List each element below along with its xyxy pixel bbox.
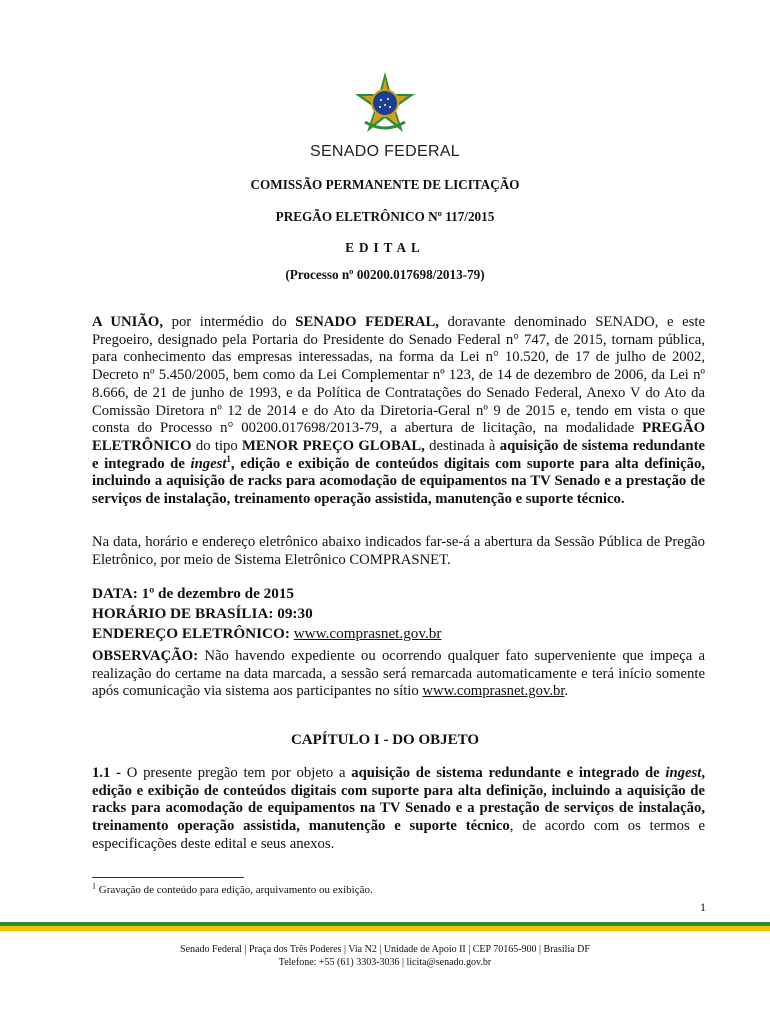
intro-text: doravante denominado SENADO, e este Pregoeiro, designado pela Portaria do Presidente do Senado Federal n° 747, de 2015, tornam pública, para conhecimento das empresas interessadas, na forma da Lei n° 10.520, de 17 de julho de 2002, Decreto nº 5.450/2005, bem como da Lei Complementar nº 123, de 14 de dezembro de 2006, da Lei nº 8.666, de 21 de junho de 1993, e da Política de Contratações do Senado Federal, Anexo V do Ato da Comissão Diretora nº 12 de 2014 e do Ato da Diretoria-Geral nº 9 de 2015 e, tendo em vista o que consta do Processo n° 00200.017698/2013-79, a abertura de licitação, na modalidade (92, 314, 705, 437)
organization-name: SENADO FEDERAL (309, 143, 460, 160)
comprasnet-link[interactable]: www.comprasnet.gov.br (293, 625, 442, 642)
schedule-block (92, 584, 705, 644)
intro-text: destinada à (424, 437, 500, 454)
chapter-title: CAPÍTULO I - DO OBJETO (290, 732, 480, 748)
auction-title: PREGÃO ELETRÔNICO Nº 117/2015 (275, 209, 495, 224)
commission-title: COMISSÃO PERMANENTE DE LICITAÇÃO (250, 177, 520, 192)
union-text: A UNIÃO, (92, 314, 164, 330)
footer-address: Senado Federal | Praça dos Três Poderes | Via N2 | Unidade de Apoio II | CEP 70165-900 | Brasília DF (180, 944, 590, 955)
clause-paragraph (92, 765, 705, 854)
observation-label: OBSERVAÇÃO: (92, 648, 199, 664)
address-label: ENDEREÇO ELETRÔNICO: (92, 625, 290, 642)
intro-paragraph (92, 314, 705, 509)
session-text: Na data, horário e endereço eletrônico abaixo indicados far-se-á a abertura da Sessão Pública de Pregão Eletrônico, por meio de Sistema Eletrônico COMPRASNET. (92, 534, 705, 568)
footnote-mark: 1 (92, 881, 96, 891)
comprasnet-link[interactable]: www.comprasnet.gov.br (422, 683, 565, 700)
date-text: DATA: 1º de dezembro de 2015 (92, 585, 295, 602)
observation-text: Não havendo expediente ou ocorrendo qualquer fato superveniente que impeça a realização do certame na data marcada, a sessão será remarcada automaticamente e terá início somente após comunicação via sistema aos participantes no sítio (92, 648, 705, 700)
ingest-text: ingest (190, 455, 227, 472)
edital-title: EDITAL (345, 240, 425, 255)
senado-text: SENADO FEDERAL, (295, 314, 439, 330)
session-paragraph (92, 534, 705, 569)
object-text: aquisição de sistema redundante e integrado de (92, 437, 705, 472)
clause-text: , de acordo com os termos e especificações deste edital e seus anexos. (92, 818, 705, 852)
object-text: aquisição de sistema redundante e integrado de (351, 765, 666, 781)
process-number: (Processo nº 00200.017698/2013-79) (285, 267, 485, 282)
footer-band-yellow (0, 926, 770, 931)
ingest-text: ingest (665, 765, 702, 781)
intro-text: do tipo (191, 437, 243, 454)
modality-text: PREGÃO ELETRÔNICO (92, 420, 705, 454)
footnote-divider (92, 877, 244, 878)
clause-text: O presente pregão tem por objeto a (121, 765, 352, 781)
time-text: HORÁRIO DE BRASÍLIA: 09:30 (92, 605, 313, 622)
footnote (92, 881, 373, 896)
coat-of-arms-icon (351, 70, 419, 138)
footnote-ref[interactable]: 1 (226, 453, 231, 464)
object-text: , edição e exibição de conteúdos digitais com suporte para alta definição, incluindo a aquisição de racks para acomodação de equipamentos na TV Senado e a prestação de serviços de instalação, treinamento operação assistida, manutenção e suporte técnico (92, 765, 705, 835)
page-number: 1 (700, 900, 706, 914)
observation-paragraph (92, 648, 705, 701)
intro-text: por intermédio do (163, 314, 296, 330)
clause-number: 1.1 - (92, 765, 121, 781)
footer-contact: Telefone: +55 (61) 3303-3036 | licita@senado.gov.br (278, 957, 492, 968)
footnote-text: Gravação de conteúdo para edição, arquivamento ou exibição. (96, 884, 373, 896)
type-text: MENOR PREÇO GLOBAL, (242, 437, 425, 454)
object-text: , edição e exibição de conteúdos digitais com suporte para alta definição, incluindo a aquisição de racks para acomodação de equipamentos na TV Senado e a prestação de serviços de instalação, treinamento operação assistida, manutenção e suporte técnico. (92, 455, 705, 508)
observation-end: . (564, 683, 569, 700)
